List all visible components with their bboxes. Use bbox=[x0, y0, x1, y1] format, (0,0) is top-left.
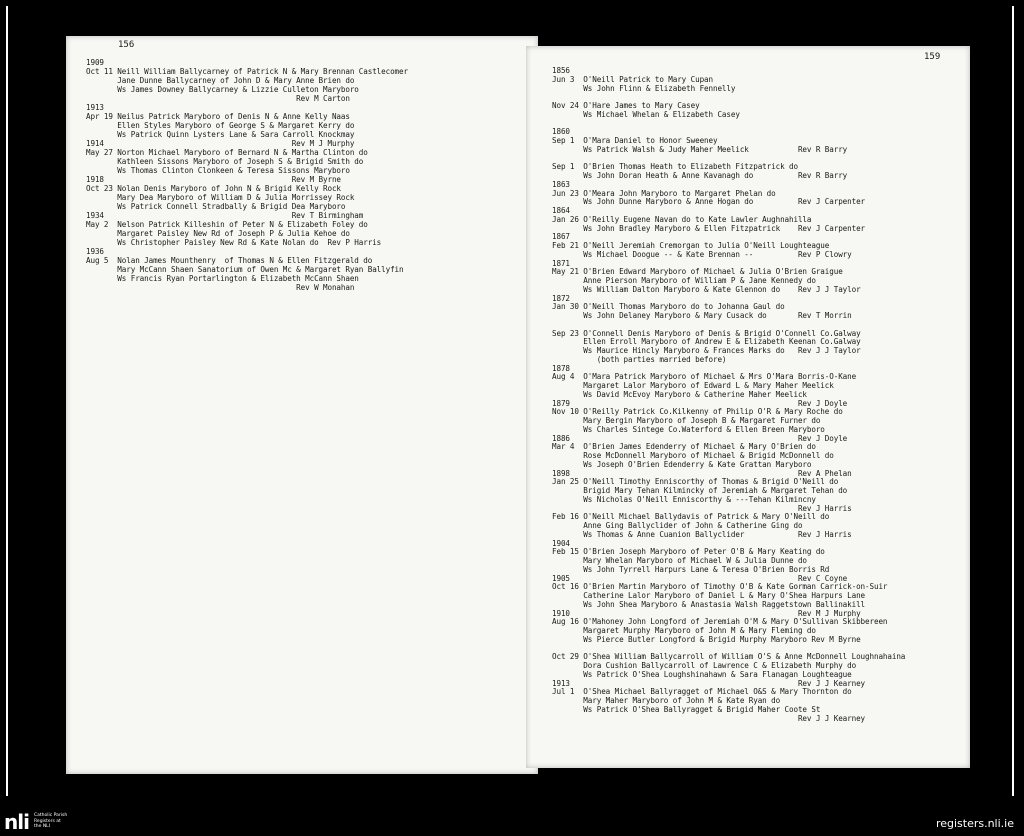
register-line: Ws Pierce Butler Longford & Brigid Murphy Maryboro Rev M Byrne bbox=[552, 634, 861, 644]
register-line: Ws David McEvoy Maryboro & Catherine Maher Meelick bbox=[552, 389, 807, 399]
register-line: 1913 bbox=[86, 103, 104, 112]
register-line: Aug 5 Nolan James Mounthenry of Thomas N & Ellen Fitzgerald do bbox=[86, 256, 373, 265]
register-line: 1886 Rev J Doyle bbox=[552, 433, 848, 443]
register-line: Nov 10 O'Reilly Patrick Co.Kilkenny of Philip O'R & Mary Roche do bbox=[552, 407, 843, 417]
register-line: Ws Patrick Walsh & Judy Maher Meelick Rev R Barry bbox=[552, 144, 848, 154]
register-line: 1918 Rev M Byrne bbox=[86, 175, 341, 184]
register-line: 1909 bbox=[86, 58, 104, 67]
register-line: 1910 Rev M J Murphy bbox=[552, 608, 861, 618]
register-line: Feb 15 O'Brien Joseph Maryboro of Peter O'B & Mary Keating do bbox=[552, 547, 825, 557]
register-line: Jun 3 O'Neill Patrick to Mary Cupan bbox=[552, 74, 713, 84]
right-register-page bbox=[526, 46, 970, 768]
register-line: Rev M Carton bbox=[86, 94, 350, 103]
register-line: Ws Christopher Paisley New Rd & Kate Nolan do Rev P Harris bbox=[86, 238, 382, 247]
register-line: Ws Michael Doogue -- & Kate Brennan -- Rev P Clowry bbox=[552, 249, 852, 259]
register-line: Ws Patrick O'Shea Ballyragget & Brigid Maher Coote St bbox=[552, 704, 821, 714]
register-line: Ws Thomas & Anne Cuanion Ballyclider Rev J Harris bbox=[552, 529, 852, 539]
register-line: Oct 11 Neill William Ballycarney of Patrick N & Mary Brennan Castlecomer bbox=[86, 67, 408, 76]
register-line: Oct 23 Nolan Denis Maryboro of John N & Brigid Kelly Rock bbox=[86, 184, 341, 193]
nli-logo bbox=[2, 810, 92, 836]
register-line: 1872 bbox=[552, 293, 570, 303]
register-line: Jan 25 O'Neill Timothy Enniscorthy of Thomas & Brigid O'Neill do bbox=[552, 477, 839, 487]
register-line: Ws Michael Whelan & Elizabeth Casey bbox=[552, 109, 740, 119]
register-line: Ws John Dunne Maryboro & Anne Hogan do Rev J Carpenter bbox=[552, 197, 866, 207]
register-line: Ws Charles Sintege Co.Waterford & Ellen Breen Maryboro bbox=[552, 424, 825, 434]
register-line: Rose McDonnell Maryboro of Michael & Brigid McDonnell do bbox=[552, 451, 834, 460]
register-line: Ellen Styles Maryboro of George S & Margaret Kerry do bbox=[86, 121, 355, 130]
register-line: Ws John Shea Maryboro & Anastasia Walsh Raggetstown Ballinakill bbox=[552, 599, 866, 609]
register-line: Feb 21 O'Neill Jeremiah Cremorgan to Julia O'Neill Loughteague bbox=[552, 241, 830, 250]
register-line: 1914 Rev M J Murphy bbox=[86, 139, 355, 148]
nli-subtitle: Catholic Parish Registers at the NLI bbox=[34, 813, 68, 829]
register-line: Dora Cushion Ballycarroll of Lawrence C & Elizabeth Murphy do bbox=[552, 661, 857, 670]
scan-edge-right bbox=[1012, 6, 1014, 796]
nli-mark: nli bbox=[4, 810, 29, 834]
register-line: Aug 4 O'Mara Patrick Maryboro of Michael & Mrs O'Mara Borris-O-Kane bbox=[552, 372, 857, 382]
scan-edge-left bbox=[6, 6, 8, 796]
register-line: May 27 Norton Michael Maryboro of Bernard N & Martha Clinton do bbox=[86, 148, 368, 157]
register-line: Ws John Doran Heath & Anne Kavanagh do Rev R Barry bbox=[552, 171, 848, 180]
register-line: Catherine Lalor Maryboro of Daniel L & Mary O'Shea Harpurs Lane bbox=[552, 591, 866, 600]
register-line: Brigid Mary Tehan Kilmincky of Jeremiah & Margaret Tehan do bbox=[552, 486, 848, 495]
site-url: registers.nli.ie bbox=[935, 817, 1014, 830]
register-line: Jan 26 O'Reilly Eugene Navan do to Kate Lawler Aughnahilla bbox=[552, 214, 812, 224]
register-line: Nov 24 O'Hare James to Mary Casey bbox=[552, 101, 700, 110]
right-page-number: 159 bbox=[924, 52, 941, 62]
register-line: Sep 23 O'Connell Denis Maryboro of Denis & Brigid O'Connell Co.Galway bbox=[552, 328, 861, 338]
register-line: Jan 30 O'Neill Thomas Maryboro do to Johanna Gaul do bbox=[552, 302, 785, 312]
register-line: 1867 bbox=[552, 232, 570, 242]
register-line: Anne Ging Ballyclider of John & Catherine Ging do bbox=[552, 521, 803, 530]
left-page-number: 156 bbox=[118, 40, 135, 50]
register-line: Ws John Delaney Maryboro & Mary Cusack do Rev T Morrin bbox=[552, 311, 852, 320]
register-line: 1860 bbox=[552, 127, 570, 137]
register-line: Sep 1 O'Brien Thomas Heath to Elizabeth Fitzpatrick do bbox=[552, 162, 798, 172]
register-line: Ws Patrick O'Shea Loughshinahawn & Sara Flanagan Loughteague bbox=[552, 669, 852, 679]
register-line: 1871 bbox=[552, 258, 570, 268]
register-line: Jun 23 O'Meara John Maryboro to Margaret Phelan do bbox=[552, 188, 776, 198]
register-line: Margaret Lalor Maryboro of Edward L & Mary Maher Meelick bbox=[552, 381, 834, 390]
register-line: Mar 4 O'Brien James Edenderry of Michael & Mary O'Brien do bbox=[552, 442, 816, 452]
register-line: Ws William Dalton Maryboro & Kate Glennon do Rev J J Taylor bbox=[552, 284, 861, 294]
register-line: Rev J Harris bbox=[552, 503, 852, 513]
register-line: 1878 bbox=[552, 363, 570, 373]
register-line: Feb 16 O'Neill Michael Ballydavis of Patrick & Mary O'Neill do bbox=[552, 512, 830, 522]
register-line: Oct 16 O'Brien Martin Maryboro of Timothy O'B & Kate Gorman Carrick-on-Suir bbox=[552, 582, 888, 592]
register-line: Rev W Monahan bbox=[86, 283, 355, 292]
register-line: Sep 1 O'Mara Daniel to Honor Sweeney bbox=[552, 136, 718, 145]
register-line: Jane Dunne Ballycarney of John D & Mary Anne Brien do bbox=[86, 76, 355, 85]
register-line: May 2 Nelson Patrick Killeshin of Peter N & Elizabeth Foley do bbox=[86, 220, 368, 229]
register-line: Kathleen Sissons Maryboro of Joseph S & Brigid Smith do bbox=[86, 157, 364, 166]
register-line: Mary Whelan Maryboro of Michael W & Julia Dunne do bbox=[552, 556, 807, 565]
register-line: Jul 1 O'Shea Michael Ballyragget of Michael O&S & Mary Thornton do bbox=[552, 687, 852, 697]
register-line: 1864 bbox=[552, 206, 570, 215]
register-line: 1879 Rev J Doyle bbox=[552, 398, 848, 408]
register-line: Rev J J Kearney bbox=[552, 713, 866, 723]
register-line: 1898 Rev A Phelan bbox=[552, 468, 852, 478]
register-line: Ws John Tyrrell Harpurs Lane & Teresa O'Brien Borris Rd bbox=[552, 564, 830, 574]
register-line: 1913 Rev J J Kearney bbox=[552, 678, 866, 688]
register-line: 1905 Rev C Coyne bbox=[552, 573, 848, 583]
register-line: Oct 29 O'Shea William Ballycarroll of William O'S & Anne McDonnell Loughnahaina bbox=[552, 652, 906, 662]
register-line: (both parties married before) bbox=[552, 354, 727, 364]
register-line: Anne Pierson Maryboro of William P & Jane Kennedy do bbox=[552, 276, 816, 285]
register-line: 1856 bbox=[552, 66, 570, 75]
register-line: Ws Francis Ryan Portarlington & Elizabeth McCann Shaen bbox=[86, 274, 359, 283]
left-register-page bbox=[66, 36, 538, 774]
register-line: 1934 Rev T Birmingham bbox=[86, 211, 364, 220]
register-line: Mary Dea Maryboro of William D & Julia Morrissey Rock bbox=[86, 193, 355, 202]
register-line: May 21 O'Brien Edward Maryboro of Michael & Julia O'Brien Graigue bbox=[552, 267, 843, 277]
register-line: 1936 bbox=[86, 247, 104, 256]
register-line: Mary Bergin Maryboro of Joseph B & Margaret Furner do bbox=[552, 416, 821, 425]
register-line: Ws John Flinn & Elizabeth Fennelly bbox=[552, 83, 736, 93]
register-line: Ws Patrick Connell Stradbally & Brigid Dea Maryboro bbox=[86, 202, 346, 211]
register-line: Ellen Erroll Maryboro of Andrew E & Elizabeth Keenan Co.Galway bbox=[552, 337, 861, 347]
register-line: Margaret Paisley New Rd of Joseph P & Julia Kehoe do bbox=[86, 229, 350, 238]
register-line: Aug 16 O'Mahoney John Longford of Jeremiah O'M & Mary O'Sullivan Skibbereen bbox=[552, 617, 888, 627]
register-line: Ws Thomas Clinton Clonkeen & Teresa Sissons Maryboro bbox=[86, 166, 350, 175]
register-line: Mary McCann Shaen Sanatorium of Owen Mc & Margaret Ryan Ballyfin bbox=[86, 265, 404, 274]
register-line: Ws John Bradley Maryboro & Ellen Fitzpatrick Rev J Carpenter bbox=[552, 223, 866, 233]
register-line: Ws Patrick Quinn Lysters Lane & Sara Carroll Knockmay bbox=[86, 130, 355, 139]
register-line: 1904 bbox=[552, 538, 570, 548]
register-line: Margaret Murphy Maryboro of John M & Mary Fleming do bbox=[552, 626, 816, 635]
register-line: Ws Joseph O'Brien Edenderry & Kate Grattan Maryboro bbox=[552, 459, 812, 469]
register-line: 1863 bbox=[552, 179, 570, 189]
register-line: Mary Maher Maryboro of John M & Kate Ryan do bbox=[552, 696, 781, 705]
register-line: Apr 19 Neilus Patrick Maryboro of Denis N & Anne Kelly Naas bbox=[86, 112, 350, 121]
register-line: Ws Maurice Hincly Maryboro & Frances Marks do Rev J J Taylor bbox=[552, 346, 861, 355]
register-line: Ws James Downey Ballycarney & Lizzie Culleton Maryboro bbox=[86, 85, 359, 94]
register-line: Ws Nicholas O'Neill Enniscorthy & ---Tehan Kilmincny bbox=[552, 494, 816, 504]
